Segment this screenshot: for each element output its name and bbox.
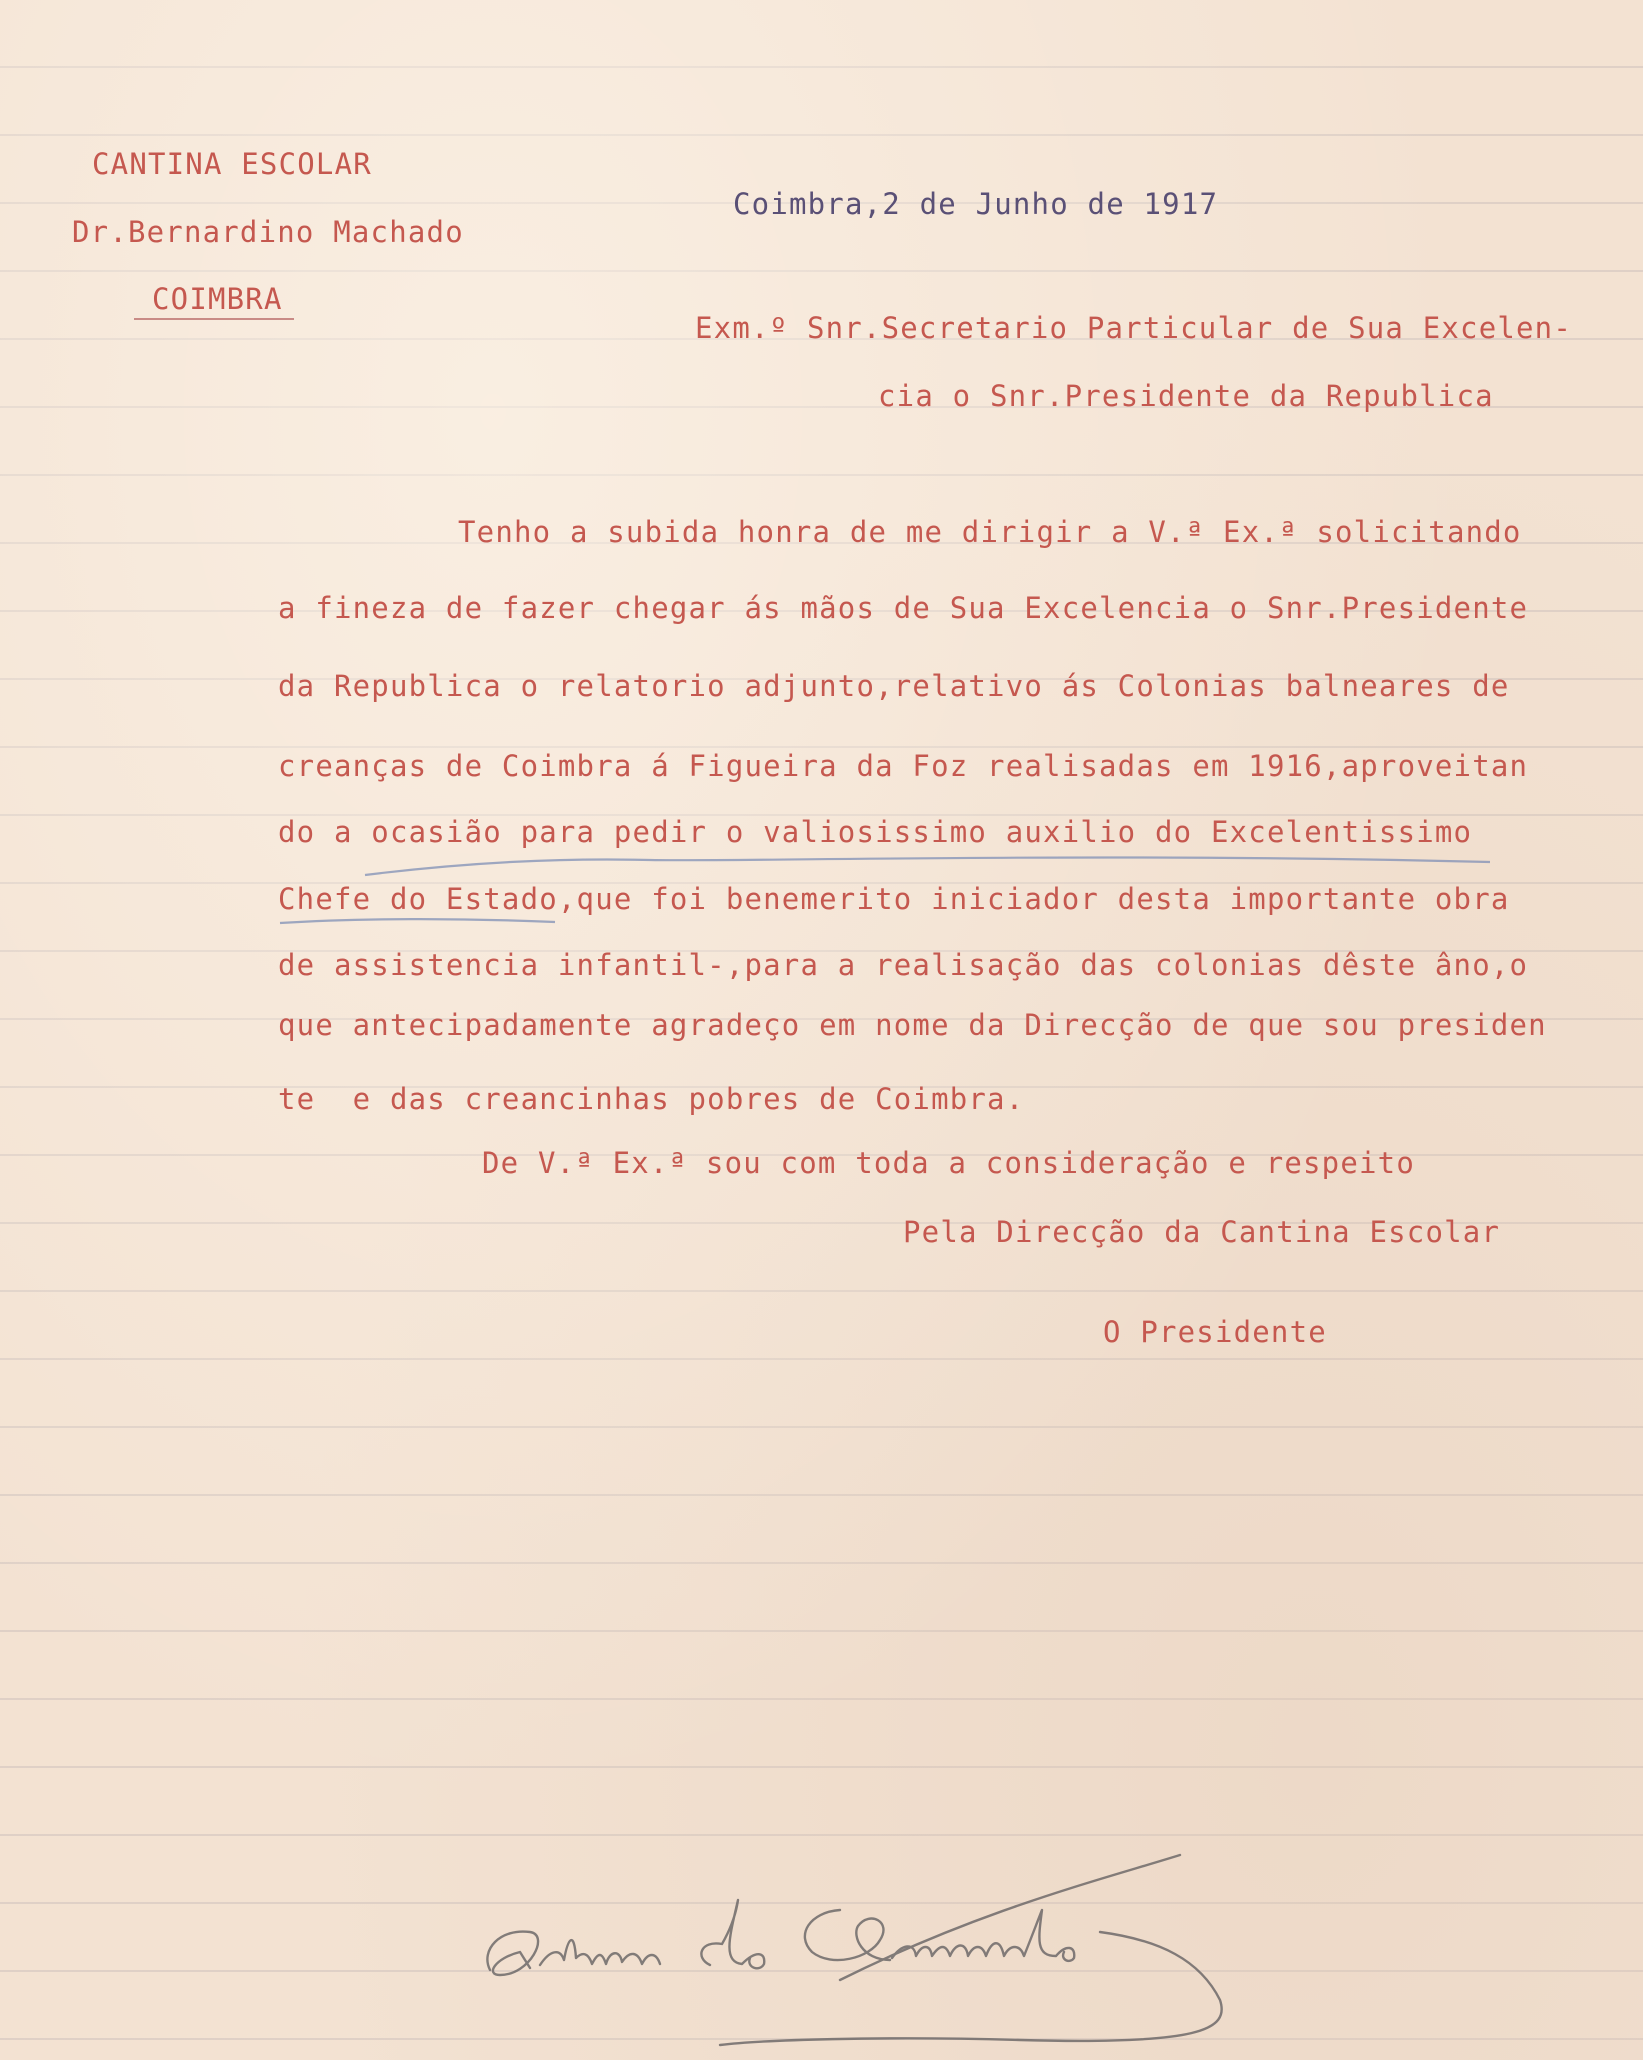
body-line: que antecipadamente agradeço em nome da Direcção de que sou presiden xyxy=(278,1008,1547,1042)
addressee-line-1: Exm.º Snr.Secretario Particular de Sua Excelen- xyxy=(695,311,1572,345)
letterhead-city: COIMBRA xyxy=(152,282,283,316)
date-line: Coimbra,2 de Junho de 1917 xyxy=(733,187,1219,221)
body-line: a fineza de fazer chegar ás mãos de Sua Excelencia o Snr.Presidente xyxy=(278,591,1529,625)
closing-line-3: O Presidente xyxy=(1103,1315,1327,1349)
letterhead-patron: Dr.Bernardino Machado xyxy=(72,215,464,249)
closing-line-1: De V.ª Ex.ª sou com toda a consideração e respeito xyxy=(482,1146,1415,1180)
handwritten-signature xyxy=(460,1840,1640,2060)
body-line: da Republica o relatorio adjunto,relativo ás Colonias balneares de xyxy=(278,669,1510,703)
body-line: Chefe do Estado,que foi benemerito iniciador desta importante obra xyxy=(278,882,1510,916)
body-line: do a ocasião para pedir o valiosissimo auxilio do Excelentissimo xyxy=(278,815,1473,849)
closing-line-2: Pela Direcção da Cantina Escolar xyxy=(903,1215,1501,1249)
addressee-line-2: cia o Snr.Presidente da Republica xyxy=(878,379,1494,413)
letterhead-underline xyxy=(134,318,294,320)
body-line: te e das creancinhas pobres de Coimbra. xyxy=(278,1082,1025,1116)
body-line: creanças de Coimbra á Figueira da Foz realisadas em 1916,aproveitan xyxy=(278,749,1529,783)
body-line: Tenho a subida honra de me dirigir a V.ª Ex.ª solicitando xyxy=(458,515,1522,549)
letterhead-org-name: CANTINA ESCOLAR xyxy=(92,147,372,181)
body-line: de assistencia infantil-,para a realisação das colonias dêste âno,o xyxy=(278,948,1529,982)
